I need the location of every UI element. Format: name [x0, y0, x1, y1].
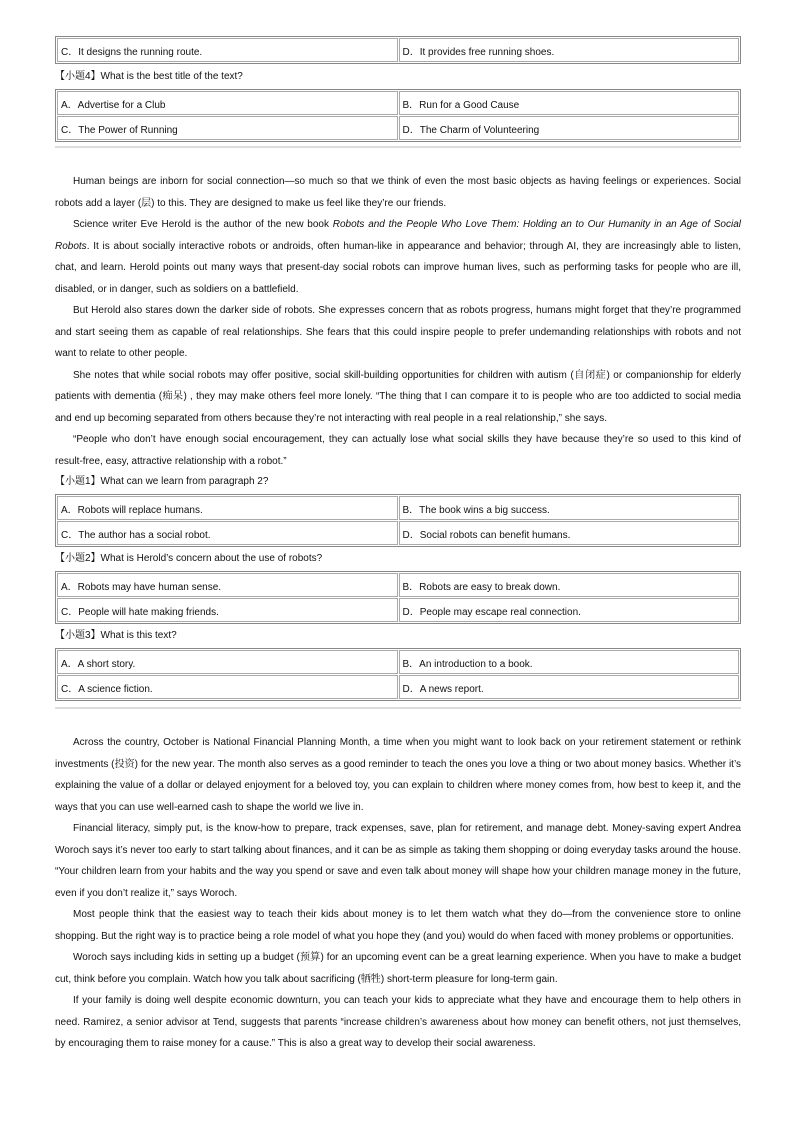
- passage-robots: [55, 171, 741, 472]
- paragraph: Financial literacy, simply put, is the know-how to prepare, track expenses, save, plan for retirement, and manage debt. Money-saving expert Andrea Woroch says it’s never too early to start talking about finances, and it can be as simple as taking them shopping or doing everyday tasks around the house. “Your children learn from your habits and the way you spend or save and even talk about money will shape how your children manage money in the future, even if you don’t realize it,” says Woroch.: [55, 823, 741, 899]
- options-table: [55, 89, 741, 142]
- text: Science writer Eve Herold is the author of the new book: [73, 219, 333, 230]
- paragraph: Woroch says including kids in setting up a budget (预算) for an upcoming event can be a great learning experience. When you have to make a budget cut, think before you complain. Watch how you talk about sacrificing (牺牲) short-term pleasure for long-term gain.: [55, 952, 741, 985]
- option-d[interactable]: D．The Charm of Volunteering: [399, 116, 740, 140]
- question-label: 【小题3】What is this text?: [55, 630, 177, 641]
- paragraph: Most people think that the easiest way to teach their kids about money is to let them watch what they do—from the convenience store to online shopping. But the right way is to practice being a role model of what you hope they (and you) would do when faced with money problems or opportunities.: [55, 909, 741, 942]
- passage-finance: [55, 732, 741, 1055]
- options-table: [55, 494, 741, 547]
- option-d[interactable]: D．A news report.: [399, 675, 740, 699]
- options-table: [55, 36, 741, 64]
- option-b[interactable]: B．Robots are easy to break down.: [399, 573, 740, 597]
- option-a[interactable]: A．Robots will replace humans.: [57, 496, 398, 520]
- question-label: 【小题1】What can we learn from paragraph 2?: [55, 476, 269, 487]
- option-d[interactable]: D．Social robots can benefit humans.: [399, 521, 740, 545]
- paragraph: But Herold also stares down the darker side of robots. She expresses concern that as robots progress, humans might forget that they’re programmed and start seeing them as capable of real relationships. She fears that this could inspire people to prefer undemanding relationships with robots and not want to relate to other people.: [55, 305, 741, 359]
- divider: [55, 146, 741, 148]
- option-c[interactable]: C．It designs the running route.: [57, 38, 398, 62]
- paragraph: If your family is doing well despite economic downturn, you can teach your kids to appreciate what they have and encourage them to help others in need. Ramirez, a senior advisor at Tend, suggests that parents “increase children’s awareness about how money can benefit others, not just themselves, by encouraging them to raise money for a cause.” This is also a great way to develop their social awareness.: [55, 995, 741, 1049]
- question-label: 【小题4】What is the best title of the text?: [55, 71, 243, 82]
- paragraph: [55, 214, 741, 300]
- option-c[interactable]: C．The author has a social robot.: [57, 521, 398, 545]
- paragraph: She notes that while social robots may offer positive, social skill-building opportunities for children with autism (自闭症) or companionship for elderly patients with dementia (痴呆) , they may make others feel more lonely. “The thing that I can compare it to is people who are too addicted to social media and end up becoming separated from others because they’re not interacting with real people in a real relationship,” she says.: [55, 369, 741, 424]
- option-a[interactable]: A．Advertise for a Club: [57, 91, 398, 115]
- options-table: [55, 648, 741, 701]
- option-c[interactable]: C．A science fiction.: [57, 675, 398, 699]
- question-block-top: [55, 36, 741, 142]
- divider: [55, 707, 741, 709]
- questions-robots: [55, 470, 741, 701]
- option-b[interactable]: B．The book wins a big success.: [399, 496, 740, 520]
- text: . It is about socially interactive robots or androids, often human-like in appearance and behavior; through AI, they are increasingly able to listen, chat, and learn. Herold points out many ways that present-day social robots can improve human lives, such as performing tasks for people who are ill, disabled, or in danger, such as soldiers on a battlefield.: [55, 240, 741, 295]
- paragraph: “People who don’t have enough social encouragement, they can actually lose what social skills they have because they’re so used to this kind of result-free, easy, attractive relationship with a robot.”: [55, 434, 741, 467]
- option-b[interactable]: B．An introduction to a book.: [399, 650, 740, 674]
- option-c[interactable]: C．People will hate making friends.: [57, 598, 398, 622]
- paragraph: Across the country, October is National Financial Planning Month, a time when you might want to look back on your retirement statement or rethink investments (投资) for the new year. The month also serves as a good reminder to teach the ones you love a thing or two about money basics. Whether it’s explaining the value of a dollar or delayed enjoyment for a beloved toy, you can explain to children where money comes from, how best to keep it, and the ways that you can use well-earned cash to shape the world we live in.: [55, 737, 741, 813]
- option-b[interactable]: B．Run for a Good Cause: [399, 91, 740, 115]
- book-title: Robots and the People Who Love Them: Holding an to Our Humanity in an Age of Social Robots: [55, 219, 741, 252]
- paragraph: Human beings are inborn for social connection—so much so that we think of even the most basic objects as having feelings or experiences. Social robots add a layer (层) to this. They are designed to make us feel like they’re our friends.: [55, 176, 741, 209]
- question-label: 【小题2】What is Herold’s concern about the use of robots?: [55, 553, 323, 564]
- options-table: [55, 571, 741, 624]
- option-a[interactable]: A．A short story.: [57, 650, 398, 674]
- option-d[interactable]: D．People may escape real connection.: [399, 598, 740, 622]
- option-c[interactable]: C．The Power of Running: [57, 116, 398, 140]
- option-a[interactable]: A．Robots may have human sense.: [57, 573, 398, 597]
- option-d[interactable]: D．It provides free running shoes.: [399, 38, 740, 62]
